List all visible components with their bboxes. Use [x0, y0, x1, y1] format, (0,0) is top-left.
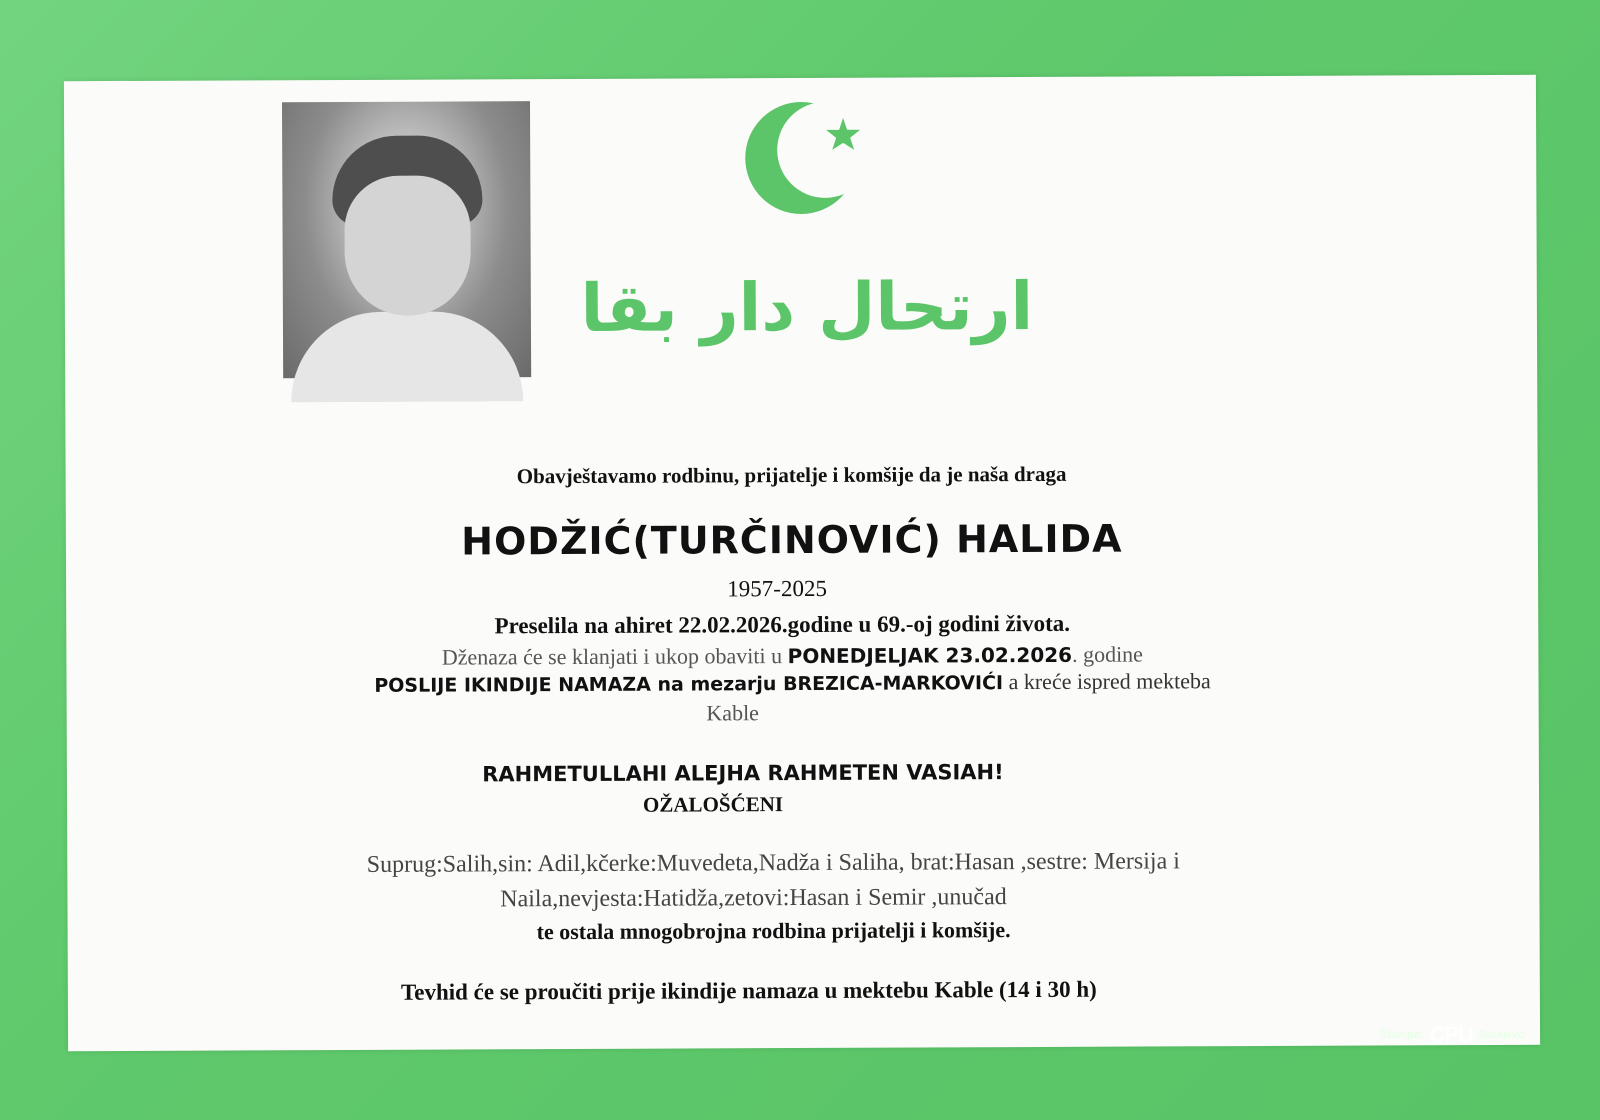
- funeral-line-2-post: a kreće ispred mekteba: [1002, 668, 1211, 695]
- mourners-heading: OŽALOŠĆENI: [642, 792, 784, 817]
- prayer-text: RAHMETULLAHI ALEJHA RAHMETEN VASIAH!: [482, 760, 1004, 787]
- printer-city: Sarajevo: [1478, 1029, 1525, 1041]
- calligraphy-text: ارتحال دار بقا: [580, 267, 1034, 347]
- funeral-line-2: [56, 667, 1528, 699]
- life-years: 1957-2025: [727, 575, 827, 602]
- portrait-photo: [282, 101, 531, 378]
- obituary-notice: [64, 75, 1540, 1051]
- crescent-star-icon: [739, 88, 880, 229]
- deceased-name: HODŽIĆ(TURČINOVIĆ) HALIDA: [461, 516, 1123, 564]
- family-line-1: Suprug:Salih,sin: Adil,kčerke:Muvedeta,Nadža i Saliha, brat:Hasan ,sestre: Mersija i: [366, 848, 1180, 878]
- arabic-calligraphy: [580, 237, 1034, 363]
- printer-logo: CPU: [1429, 1022, 1473, 1047]
- tevhid-text: Tevhid će se proučiti prije ikindije namaza u mektebu Kable (14 i 30 h): [400, 976, 1097, 1005]
- funeral-line-3: Kable: [706, 700, 759, 726]
- funeral-line-1-post: . godine: [1071, 641, 1143, 667]
- funeral-location: POSLIJE IKINDIJE NAMAZA na mezarju BREZICA-MARKOVIĆI: [374, 672, 1004, 697]
- funeral-line-1-pre: Dženaza će se klanjati i ukop obaviti u: [441, 643, 788, 670]
- date-of-passing: Preselila na ahiret 22.02.2026.godine u 69.-oj godini života.: [494, 610, 1071, 639]
- portrait-shoulders: [291, 311, 523, 402]
- family-line-3: te ostala mnogobrojna rodbina prijatelji i komšije.: [536, 917, 1011, 945]
- intro-text: Obavještavamo rodbinu, prijatelje i komšije da je naša draga: [516, 461, 1067, 489]
- printer-label: Štampa:: [1380, 1029, 1424, 1041]
- printer-credit: [1380, 1022, 1525, 1048]
- portrait-face: [344, 175, 471, 316]
- family-line-2: Naila,nevjesta:Hatidža,zetovi:Hasan i Semir ,unučad: [500, 884, 1007, 913]
- funeral-date: PONEDJELJAK 23.02.2026: [787, 642, 1073, 669]
